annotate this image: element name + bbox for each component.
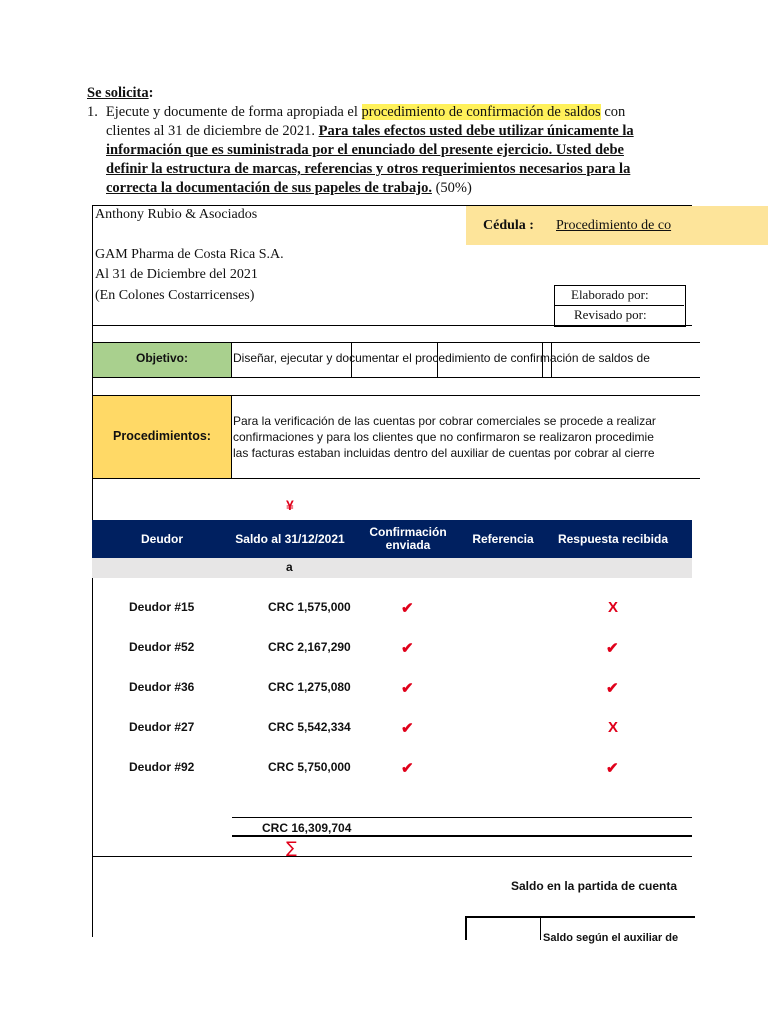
line5-bold: correcta la documentación de sus papeles de trabajo. <box>106 180 432 196</box>
row-divider <box>92 325 692 326</box>
respuesta-recibida-mark: X <box>608 719 619 736</box>
line2-bold: Para tales efectos usted debe utilizar únicamente la <box>318 123 634 139</box>
col-deudor: Deudor <box>141 531 183 546</box>
respuesta-recibida-mark: ✔ <box>606 640 619 657</box>
frame-top <box>92 205 692 206</box>
firm-name: Anthony Rubio & Asociados <box>95 207 258 222</box>
row-deudor: Deudor #92 <box>129 760 195 774</box>
confirmacion-enviada-mark: ✔ <box>401 680 414 697</box>
line4: definir la estructura de marcas, referencias y otros requerimientos necesarios para la <box>106 161 631 177</box>
period-date: Al 31 de Diciembre del 2021 <box>95 267 258 282</box>
confirmacion-enviada-mark: ✔ <box>401 720 414 737</box>
heading-colon: : <box>148 85 154 101</box>
row-saldo: CRC 1,275,080 <box>268 680 351 694</box>
total-top-line <box>232 817 692 818</box>
col-saldo: Saldo al 31/12/2021 <box>235 531 345 546</box>
total-value: CRC 16,309,704 <box>262 821 352 835</box>
footer-box-left <box>465 916 467 940</box>
item-number: 1. <box>87 104 98 120</box>
currency-note: (En Colones Costarricenses) <box>95 288 255 303</box>
row-saldo: CRC 2,167,290 <box>268 640 351 654</box>
instructions-heading: Se solicita <box>87 85 149 101</box>
prepared-by-label: Elaborado por: <box>571 287 649 302</box>
procedimientos-line: confirmaciones y para los clientes que no confirmaron se realizaron procedimie <box>233 430 654 444</box>
row-deudor: Deudor #27 <box>129 720 195 734</box>
col-respuesta: Respuesta recibida <box>557 531 669 546</box>
row-deudor: Deudor #15 <box>129 600 195 614</box>
confirmacion-enviada-mark: ✔ <box>401 640 414 657</box>
respuesta-recibida-mark: ✔ <box>606 680 619 697</box>
footer-box-divider <box>540 916 541 940</box>
section-divider <box>92 856 692 857</box>
footer-partial-text: Saldo según el auxiliar de <box>543 932 679 944</box>
footer-box-top <box>465 916 695 918</box>
row-deudor: Deudor #36 <box>129 680 195 694</box>
reviewed-by-label: Revisado por: <box>574 307 647 322</box>
respuesta-recibida-mark: ✔ <box>606 760 619 777</box>
sigma-mark: ∑ <box>286 838 297 857</box>
objetivo-text: Diseñar, ejecutar y documentar el procedimiento de confirmación de saldos de <box>233 351 650 365</box>
objetivo-label: Objetivo: <box>135 351 188 365</box>
respuesta-recibida-mark: X <box>608 599 619 616</box>
row-saldo: CRC 5,542,334 <box>268 720 351 734</box>
signoff-divider <box>554 305 684 306</box>
row-deudor: Deudor #52 <box>129 640 195 654</box>
line2-pre: clientes al 31 de diciembre de 2021. <box>106 123 319 139</box>
procedimientos-line: Para la verificación de las cuentas por cobrar comerciales se procede a realizar <box>233 414 656 428</box>
saldo-partida-label: Saldo en la partida de cuenta <box>511 879 678 893</box>
company-name: GAM Pharma de Costa Rica S.A. <box>95 247 284 262</box>
row-saldo: CRC 5,750,000 <box>268 760 351 774</box>
line5-post: (50%) <box>431 180 472 196</box>
procedimientos-text <box>233 413 656 461</box>
instructions <box>87 84 677 198</box>
confirmacion-enviada-mark: ✔ <box>401 760 414 777</box>
row-saldo: CRC 1,575,000 <box>268 600 351 614</box>
highlighted-text: procedimiento de confirmación de saldos <box>361 104 601 120</box>
col-referencia: Referencia <box>472 531 534 546</box>
line1-pre: Ejecute y documente de forma apropiada el <box>105 104 362 120</box>
total-double-line-1 <box>232 835 692 837</box>
confirmacion-enviada-mark: ✔ <box>401 600 414 617</box>
procedimientos-label: Procedimientos: <box>113 429 211 443</box>
yen-mark: ¥ <box>286 497 294 513</box>
line3: información que es suministrada por el enunciado del presente ejercicio. Usted debe <box>106 142 624 158</box>
table-header <box>92 520 692 558</box>
procedimientos-line: las facturas estaban incluidas dentro del auxiliar de cuentas por cobrar al cierre <box>233 446 655 460</box>
col-confirmacion: Confirmación enviada <box>369 525 447 552</box>
cedula-label: Cédula : <box>483 218 534 233</box>
line1-post: con <box>600 104 626 120</box>
table-subheader <box>92 558 692 578</box>
cedula-value: Procedimiento de co <box>556 218 672 233</box>
mark-a: a <box>286 560 293 574</box>
